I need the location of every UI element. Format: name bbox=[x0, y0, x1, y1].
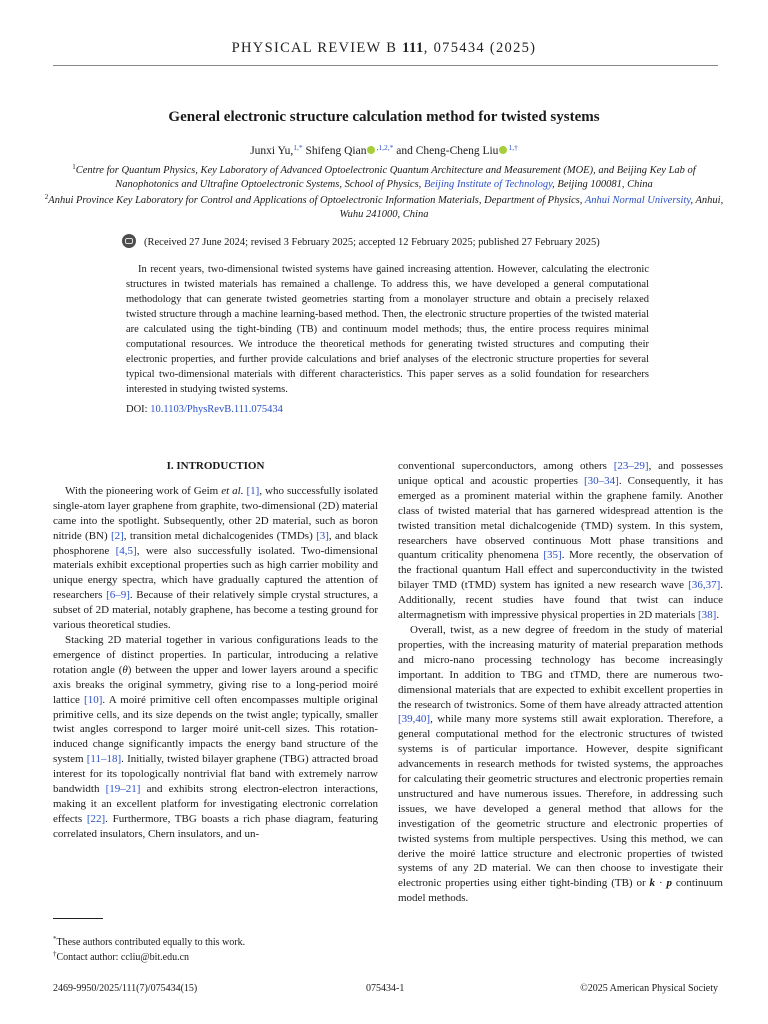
orcid-icon[interactable] bbox=[367, 146, 375, 154]
citation-link[interactable]: [22] bbox=[86, 812, 106, 825]
author-name: Shifeng Qian bbox=[305, 145, 367, 157]
affiliation-2: $^2$Anhui Province Key Laboratory for Control and Applications of Optoelectronic Information Materials, Department of Physics, Anhui Normal University, Anhui, Wuhu 241000, China bbox=[44, 193, 724, 220]
footer-copyright: ©2025 American Physical Society bbox=[580, 983, 718, 994]
citation-link[interactable]: [36,37] bbox=[688, 579, 721, 592]
abstract: In recent years, two-dimensional twisted systems have gained increasing attention. However, calculating the electronic structures in twisted materials has remained a challenge. To address this, we have developed a general computational methodology that can generate twisted geometries starting from a monolayer structure and obtain a precisely relaxed twisted structure through a machine learning-based method. Then, the electronic structure properties of the twisted material are calculated using the tight-binding (TB) and continuum model methods; thus, the entire process requires minimal computational resources. We introduce the theoretical methods for generating twisted structures and computing their electronic properties, and further provide calculations and brief analyses of the electronic structure properties for several typical two-dimensional materials with different characteristics. This paper serves as a solid foundation for researchers interested in studying twisted systems. bbox=[126, 264, 649, 395]
footnote-rule bbox=[53, 918, 103, 919]
citation-link[interactable]: [38] bbox=[697, 609, 717, 622]
doi-link[interactable]: 10.1103/PhysRevB.111.075434 bbox=[150, 404, 283, 415]
institution-link[interactable]: Anhui Normal University bbox=[584, 195, 691, 206]
citation-link[interactable]: [2] bbox=[110, 529, 124, 542]
journal-header bbox=[0, 40, 768, 57]
citation-link[interactable]: [39,40] bbox=[398, 713, 431, 726]
citation-link[interactable]: [11–18] bbox=[86, 753, 122, 766]
section-heading: I. INTRODUCTION bbox=[166, 460, 265, 472]
author-sup[interactable]: 1,† bbox=[508, 143, 518, 152]
citation-link[interactable]: [10] bbox=[84, 693, 103, 706]
author-name: and Cheng-Cheng Liu bbox=[396, 145, 499, 157]
dates-line: (Received 27 June 2024; revised 3 February 2025; accepted 12 February 2025; published 27 February 2025) bbox=[122, 234, 600, 248]
left-column bbox=[53, 459, 378, 842]
paragraph: With the pioneering work of Geim et al. [1], who successfully isolated single-atom layer graphene from graphite, two-dimensional (2D) material came into the spotlight. Subsequently, other 2D material, such as boron nitride (BN) [2], transition metal dichalcogenides (TMDs) [3], and black phosphorene [4,5], were also successfully isolated. Two-dimensional materials exhibit exceptional properties such as high carrier mobility and unique energy spectra, which have gradually captured the attention of researchers [6–9]. Because of their relatively simple crystal structures, a subset of 2D material, notably graphene, has become a testing ground for various theoretical studies. bbox=[53, 484, 379, 632]
footer-issn: 2469-9950/2025/111(7)/075434(15) bbox=[53, 983, 198, 994]
citation-link[interactable]: [6–9] bbox=[106, 589, 130, 602]
crossmark-icon[interactable] bbox=[122, 234, 136, 248]
journal-volume: 111 bbox=[402, 40, 424, 56]
institution-link[interactable]: Beijing Institute of Technology bbox=[423, 179, 553, 190]
author-sup[interactable]: ,1,2,* bbox=[376, 143, 394, 152]
paragraph: Stacking 2D material together in various configurations leads to the emergence of distinct properties. In particular, introducing a relative rotation angle (θ) between the upper and lower layers around a specific axis breaks the original symmetry, giving rise to a long-period moiré lattice [10]. A moiré primitive cell often encompasses multiple original primitive cells, and its size depends on the twist angle; typically, smaller twist angles correspond to larger moiré unit-cell sizes. This rotation-induced change significantly impacts the energy band structure of the system [11–18]. Initially, twisted bilayer graphene (TBG) attracted broad interest for its topologically nontrivial flat band with extremely narrow bandwidth [19–21] and exhibits strong electron-electron interactions, making it an excellent platform for investigating electronic correlation effects [22]. Furthermore, TBG boasts a rich phase diagram, featuring correlated insulators, Chern insulators, and un- bbox=[53, 633, 378, 840]
author-list bbox=[0, 143, 768, 157]
paragraph: Overall, twist, as a new degree of freedom in the study of material properties, with the increasing maturity of material preparation methods and micro-nano processing technology has become increasingly important. In addition to TBG and tTMD, there are numerous two-dimensional materials that are expected to exhibit excellent properties in the research of twistronics. Some of them have already attracted attention [39,40], while many more systems still await exploration. Therefore, a general computational method for the electronic structures of twisted systems is of particular importance. However, despite significant advancements in research methods for twisted systems, the approaches for calculating their geometric structures and electronic properties remain unstructured and have numerous issues. Therefore, in addressing such issues, we have developed a general method that allows for the investigation of the geometric structure and electronic properties of twisted systems from multiple perspectives. Using this method, we can derive the moiré lattice structure and electronic properties of twisted systems of any 2D material. We can then choose to investigate their electronic properties using either tight-binding (TB) or k · p continuum model methods. bbox=[398, 623, 723, 905]
footer-page: 075434-1 bbox=[366, 983, 405, 994]
footnote: *These authors contributed equally to this work. bbox=[53, 935, 246, 948]
citation-link[interactable]: [23–29] bbox=[613, 460, 649, 472]
paper-title: General electronic structure calculation method for twisted systems bbox=[168, 109, 600, 125]
citation-link[interactable]: [4,5] bbox=[115, 544, 137, 557]
citation-link[interactable]: [1] bbox=[246, 484, 260, 497]
journal-name: PHYSICAL REVIEW B bbox=[231, 40, 398, 56]
author-name: Junxi Yu, bbox=[250, 145, 294, 157]
citation-link[interactable]: [3] bbox=[316, 529, 329, 542]
paragraph: conventional superconductors, among others [23–29], and possesses unique optical and acoustic properties [30–34]. Consequently, it has emerged as a prominent material within the graphene family. Another class of twisted material that has garnered widespread attention is the twisted transition metal dichalcogenide (TMD) system. In this system, researchers have observed continuous Mott phase transitions and quantum criticality phenomena [35]. More recently, the observation of the fractional quantum Hall effect and superconductivity in the twisted bilayer TMD (tTMD) system has ignited a new research wave [36,37]. Additionally, recent studies have found that twist can induce altermagnetism with impressive physical properties in 2D materials [38]. bbox=[398, 460, 723, 622]
footnote: †Contact author: ccliu@bit.edu.cn bbox=[53, 950, 190, 963]
citation-link[interactable]: [30–34] bbox=[583, 474, 619, 487]
author-sup[interactable]: 1,* bbox=[293, 143, 303, 152]
citation-link[interactable]: [35] bbox=[543, 549, 562, 562]
doi-line: DOI: 10.1103/PhysRevB.111.075434 bbox=[126, 404, 283, 415]
citation-link[interactable]: [19–21] bbox=[105, 783, 141, 796]
affiliation-1: $^1$Centre for Quantum Physics, Key Laboratory of Advanced Optoelectronic Quantum Architecture and Measurement (MOE), and Beijing Key Lab of Nanophotonics and Ultrafine Optoelectronic Systems, School of Physics, Beijing Institute of Technology, Beijing 100081, China bbox=[72, 163, 696, 190]
orcid-icon[interactable] bbox=[499, 146, 507, 154]
header-rule bbox=[53, 65, 718, 66]
right-column bbox=[398, 459, 723, 906]
article-number: , 075434 (2025) bbox=[423, 40, 537, 56]
